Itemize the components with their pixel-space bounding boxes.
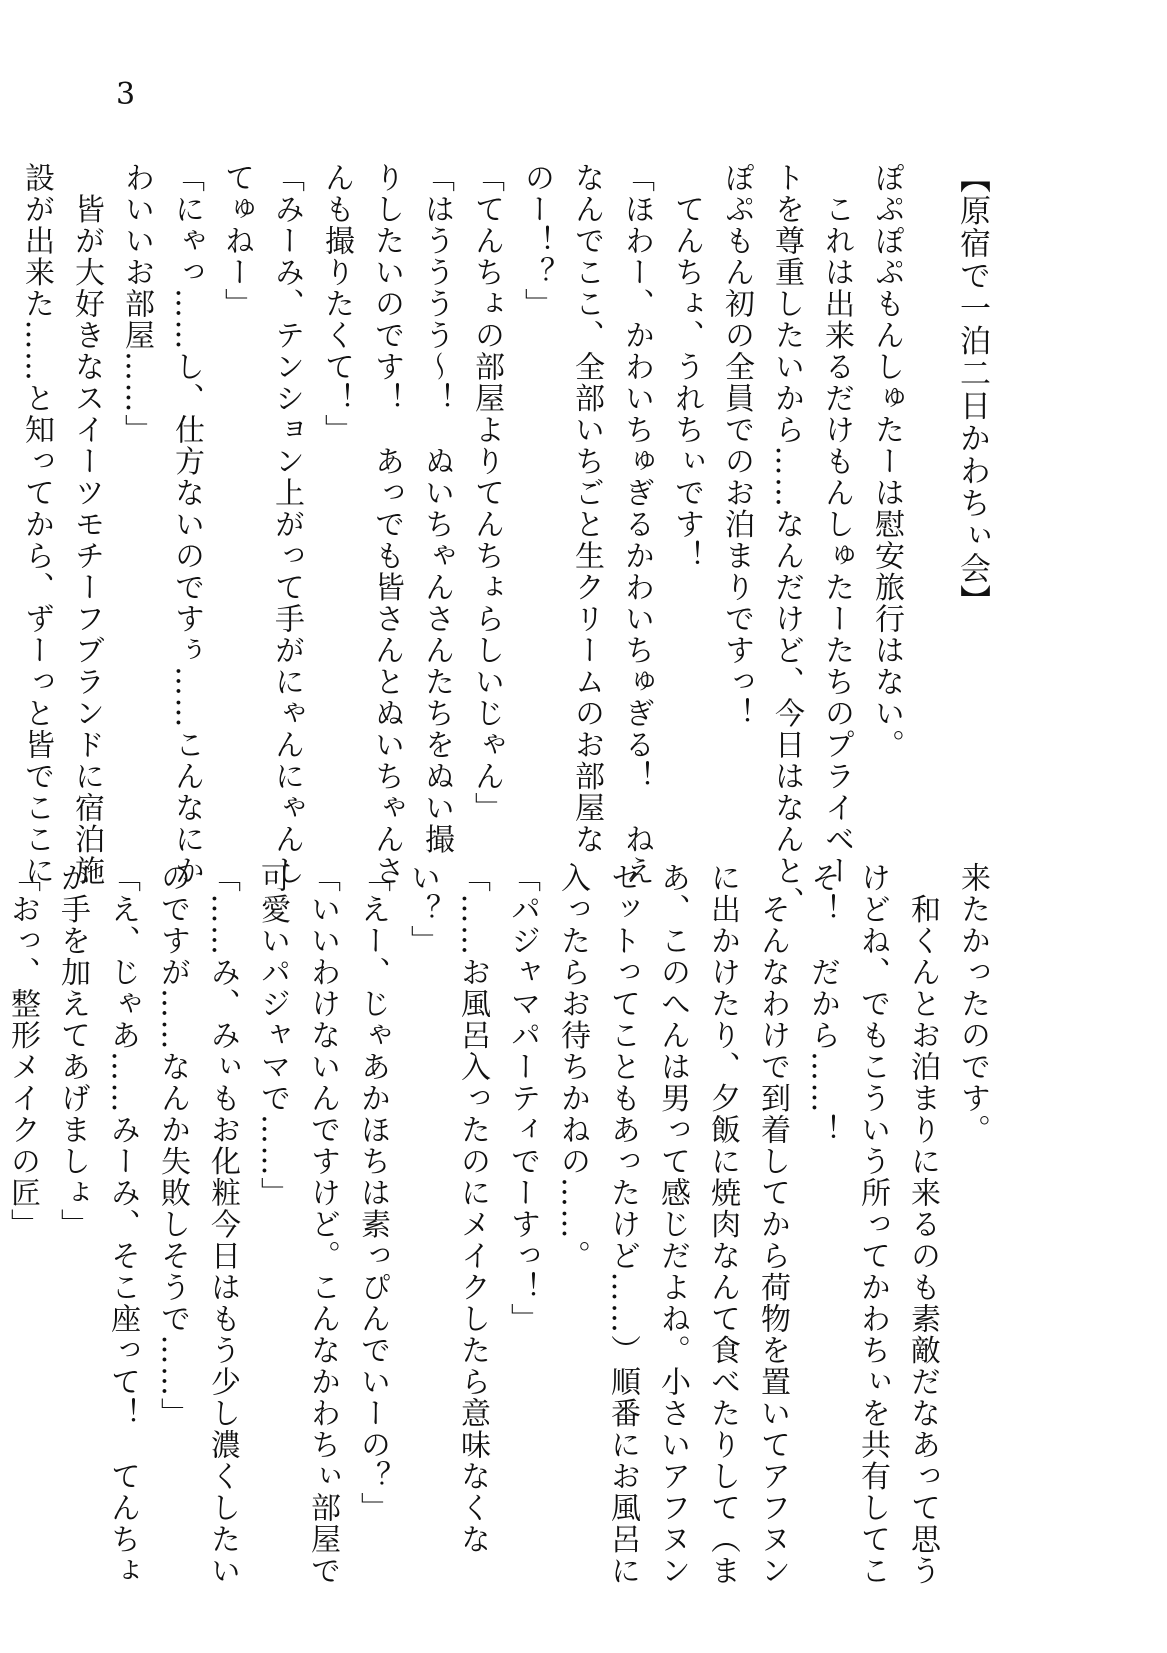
text-line: なんでここ、全部いちごと生クリームのお部屋な (569, 162, 604, 855)
text-line: 入ったらお待ちかねの……。 (555, 862, 590, 1272)
text-line: てんちょ、うれちぃです！ (669, 162, 704, 572)
text-line: 「パジャマパーティでーすっ！」 (505, 862, 540, 1335)
text-line: 「みーみ、テンション上がって手がにゃんにゃんし (269, 162, 304, 887)
text-line: けどね、でもこういう所ってかわちぃを共有してこ (855, 862, 890, 1587)
page-number: 3 (116, 77, 136, 112)
text-line: セットってこともあったけど……）順番にお風呂に (605, 862, 640, 1587)
lower-text-block (0, 862, 997, 1587)
text-line: 「にゃっ……し、仕方ないのですぅ……こんなにか (169, 162, 204, 887)
text-line: あ、このへんは男って感じだよね。小さいアフヌン (655, 862, 690, 1587)
text-line: 和くんとお泊まりに来るのも素敵だなあって思う (905, 862, 940, 1587)
text-line: い？」 (405, 862, 440, 957)
text-line: 「てんちょの部屋よりてんちょらしいじゃん」 (469, 162, 504, 824)
text-line: そんなわけで到着してから荷物を置いてアフヌン (755, 862, 790, 1587)
text-line: 皆が大好きなスイーツモチーフブランドに宿泊施 (69, 162, 104, 887)
text-line: のー！？」 (519, 162, 554, 320)
text-line: んも撮りたくて！」 (319, 162, 354, 446)
text-line: 「はうううう〜！ ぬいちゃんさんたちをぬい撮 (419, 162, 454, 855)
text-line: のですが……なんか失敗しそうで……」 (155, 862, 190, 1429)
text-line: 設が出来た……と知ってから、ずーっと皆でここに (19, 162, 54, 887)
text-line: 「……お風呂入ったのにメイクしたら意味なくな (455, 862, 490, 1555)
text-line: ぽぷぽぷもんしゅたーは慰安旅行はない。 (869, 162, 904, 761)
text-line: りしたいのです！ あっでも皆さんとぬいちゃんさ (369, 162, 404, 887)
text-line: これは出来るだけもんしゅたーたちのプライベー (819, 162, 854, 887)
text-line: そ！ だから……！ (805, 862, 840, 1146)
text-line: に出かけたり、夕飯に焼肉なんて食べたりして（ま (705, 862, 740, 1587)
text-line: わいいお部屋……」 (119, 162, 154, 446)
text-line: が手を加えてあげましょ」 (55, 862, 90, 1240)
text-line: 「えー、じゃあかほちは素っぴんでいーの？」 (355, 862, 390, 1524)
text-line: 可愛いパジャマで……」 (255, 862, 290, 1209)
text-line: てゅねー」 (219, 162, 254, 320)
text-line: ぽぷもん初の全員でのお泊まりですっ！ (719, 162, 754, 729)
text-line: 「おっ、整形メイクの匠」 (5, 862, 40, 1240)
text-line: 「……み、みぃもお化粧今日はもう少し濃くしたい (205, 862, 240, 1587)
text-line: トを尊重したいから……なんだけど、今日はなんと、 (769, 162, 804, 918)
text-line: 「え、じゃあ……みーみ、そこ座って！ てんちょ (105, 862, 140, 1587)
text-line: 「いいわけないんですけど。こんなかわちぃ部屋で (305, 862, 340, 1587)
text-line: 「ほわー、かわいちゅぎるかわいちゅぎる！ ねえ (619, 162, 654, 887)
text-line: 来たかったのです。 (955, 862, 990, 1146)
chapter-title: 【原宿で一泊二日かわちぃ会】 (954, 162, 990, 617)
upper-text-block (11, 162, 997, 918)
